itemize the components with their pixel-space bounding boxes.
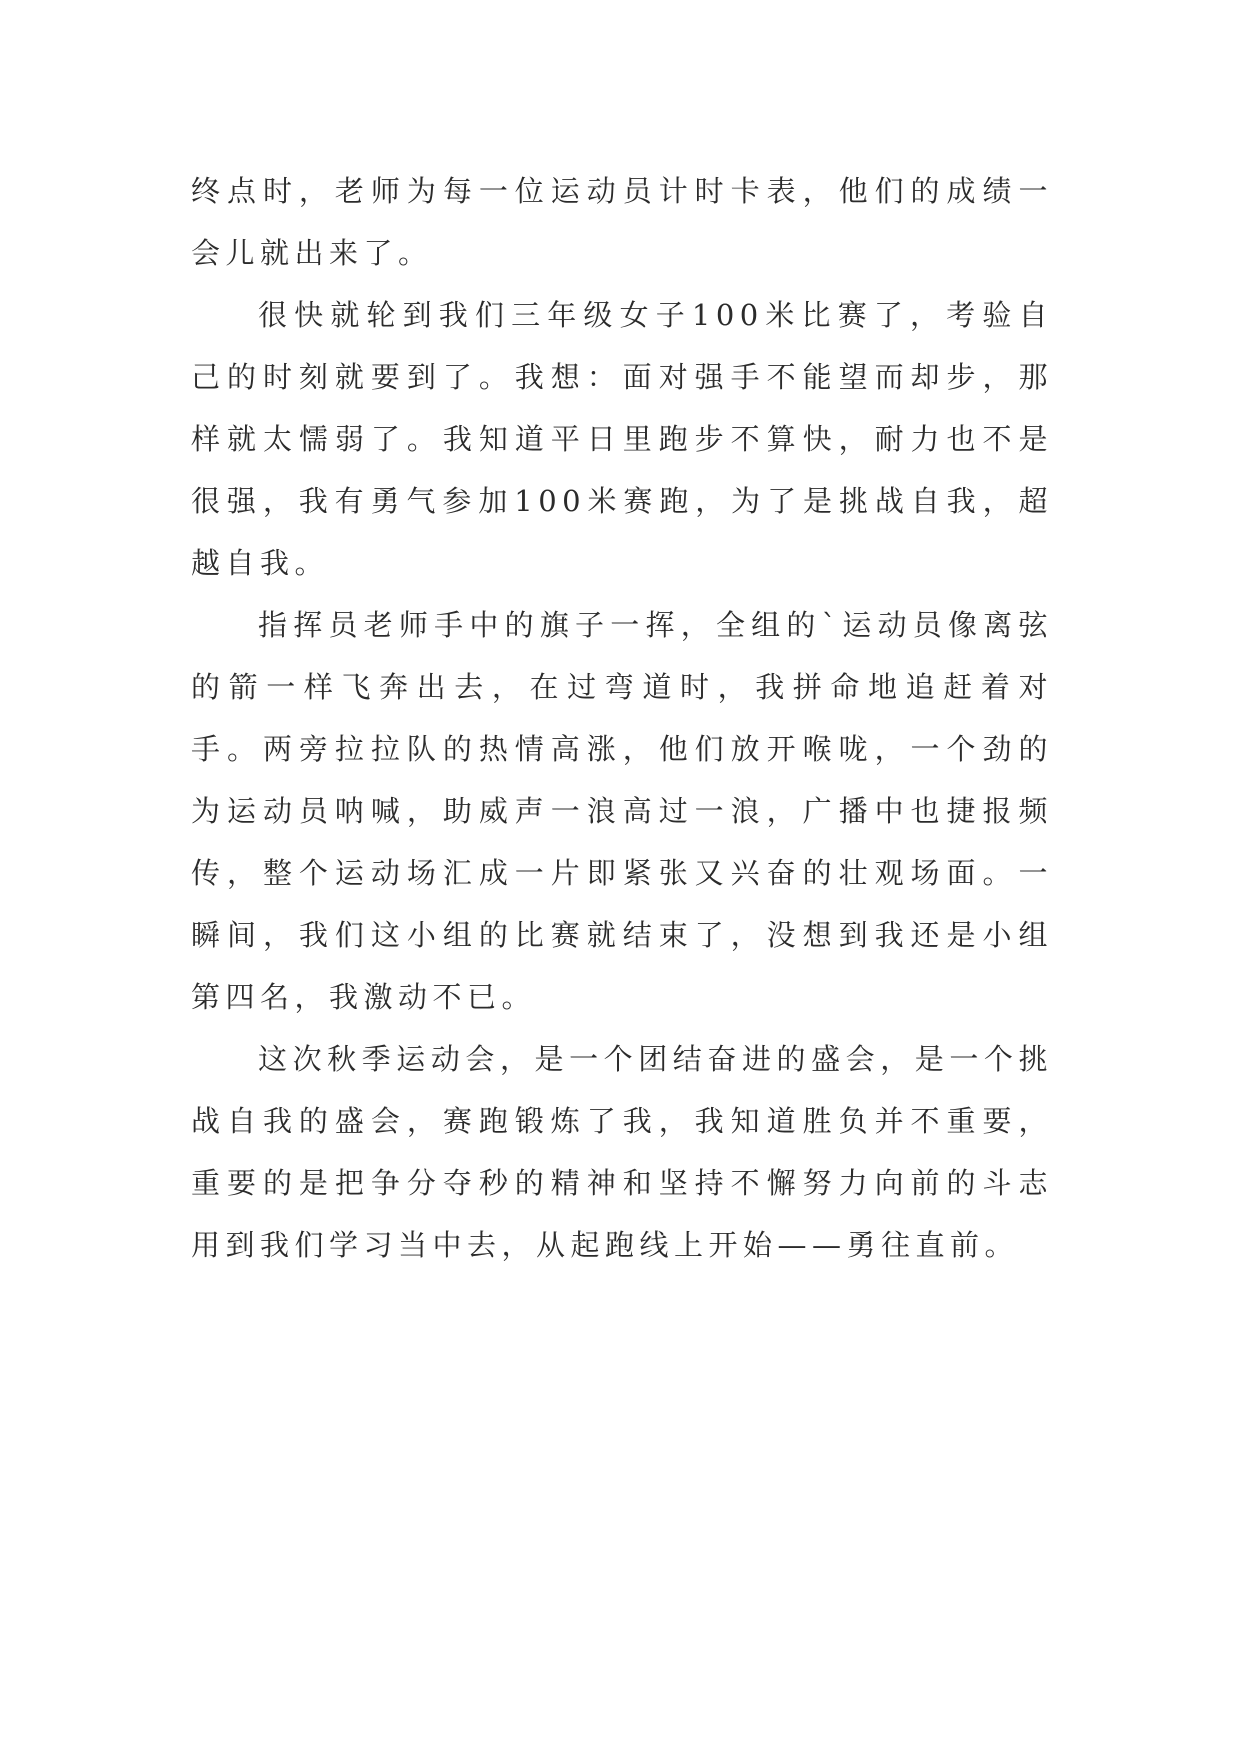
document-body [191, 160, 1053, 1276]
paragraph-conclusion: 这次秋季运动会，是一个团结奋进的盛会，是一个挑战自我的盛会，赛跑锻炼了我，我知道胜负并不重要，重要的是把争分夺秒的精神和坚持不懈努力向前的斗志用到我们学习当中去，从起跑线上开始——勇往直前。 [191, 1042, 1053, 1262]
paragraph-finish-line: 终点时，老师为每一位运动员计时卡表，他们的成绩一会儿就出来了。 [191, 174, 1053, 270]
paragraph-race-start: 指挥员老师手中的旗子一挥，全组的`运动员像离弦的箭一样飞奔出去，在过弯道时，我拼命地追赶着对手。两旁拉拉队的热情高涨，他们放开喉咙，一个劲的为运动员呐喊，助威声一浪高过一浪，广播中也捷报频传，整个运动场汇成一片即紧张又兴奋的壮观场面。一瞬间，我们这小组的比赛就结束了，没想到我还是小组第四名，我激动不已。 [191, 608, 1053, 1014]
paragraph-race-turn: 很快就轮到我们三年级女子100米比赛了，考验自己的时刻就要到了。我想：面对强手不能望而却步，那样就太懦弱了。我知道平日里跑步不算快，耐力也不是很强，我有勇气参加100米赛跑，为了是挑战自我，超越自我。 [191, 298, 1053, 580]
